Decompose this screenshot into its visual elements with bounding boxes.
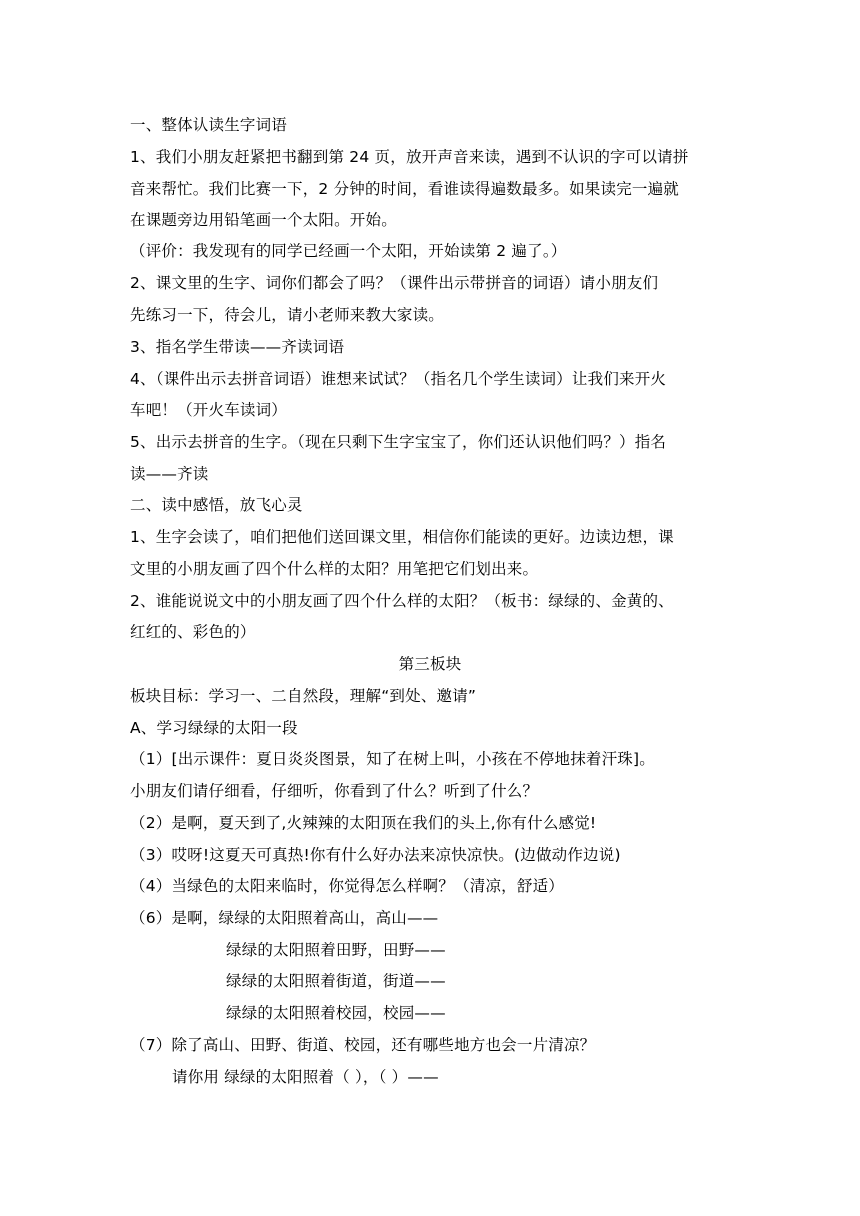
paragraph-line: 在课题旁边用铅笔画一个太阳。开始。 — [130, 211, 397, 229]
section-heading-1: 一、整体认读生字词语 — [130, 116, 288, 134]
paragraph-line: （7）除了高山、田野、街道、校园，还有哪些地方也会一片清凉？ — [130, 1036, 596, 1054]
indented-line: 绿绿的太阳照着街道，街道—— — [226, 972, 446, 990]
paragraph-line: 音来帮忙。我们比赛一下，2 分钟的时间，看谁读得遍数最多。如果读完一遍就 — [130, 180, 679, 198]
indented-line: 绿绿的太阳照着校园，校园—— — [226, 1004, 446, 1022]
paragraph-line: 3、指名学生带读——齐读词语 — [130, 338, 345, 356]
paragraph-line: 2、课文里的生字、词你们都会了吗？（课件出示带拼音的词语）请小朋友们 — [130, 274, 659, 292]
paragraph-line: 1、我们小朋友赶紧把书翻到第 24 页，放开声音来读，遇到不认识的字可以请拼 — [130, 148, 689, 166]
paragraph-line: 先练习一下，待会儿，请小老师来教大家读。 — [130, 306, 445, 324]
paragraph-line: 红红的、彩色的） — [130, 623, 256, 641]
paragraph-line: （1）[出示课件：夏日炎炎图景，知了在树上叫，小孩在不停地抹着汗珠]。 — [130, 750, 655, 768]
paragraph-line: 4、（课件出示去拼音词语）谁想来试试？（指名几个学生读词）让我们来开火 — [130, 370, 667, 388]
section-heading-2: 二、读中感悟，放飞心灵 — [130, 496, 303, 514]
paragraph-line: （2）是啊，夏天到了,火辣辣的太阳顶在我们的头上,你有什么感觉! — [130, 814, 597, 832]
paragraph-line: 2、谁能说说文中的小朋友画了四个什么样的太阳？（板书：绿绿的、金黄的、 — [130, 592, 674, 610]
paragraph-line: 5、出示去拼音的生字。（现在只剩下生字宝宝了，你们还认识他们吗？）指名 — [130, 433, 667, 451]
indented-line: 请你用 绿绿的太阳照着（ ），（ ）—— — [172, 1068, 439, 1086]
paragraph-line: （4）当绿色的太阳来临时，你觉得怎么样啊？（清凉，舒适） — [130, 877, 564, 895]
paragraph-line: 车吧！（开火车读词） — [130, 401, 288, 419]
paragraph-line: （评价：我发现有的同学已经画一个太阳，开始读第 2 遍了。） — [130, 242, 567, 260]
paragraph-line: 板块目标：学习一、二自然段，理解“到处、邀请” — [130, 687, 477, 705]
indented-line: 绿绿的太阳照着田野，田野—— — [226, 941, 446, 959]
paragraph-line: 文里的小朋友画了四个什么样的太阳？用笔把它们划出来。 — [130, 560, 539, 578]
paragraph-line: （6）是啊，绿绿的太阳照着高山，高山—— — [130, 909, 439, 927]
paragraph-line: （3）哎呀!这夏天可真热!你有什么好办法来凉快凉快。(边做动作边说) — [130, 846, 621, 864]
paragraph-line: 小朋友们请仔细看，仔细听，你看到了什么？听到了什么？ — [130, 782, 539, 800]
paragraph-line: 1、生字会读了，咱们把他们送回课文里，相信你们能读的更好。边读边想，课 — [130, 528, 674, 546]
paragraph-line: A、学习绿绿的太阳一段 — [130, 719, 298, 737]
paragraph-line: 读——齐读 — [130, 465, 209, 483]
section-title-centered: 第三板块 — [398, 655, 462, 673]
